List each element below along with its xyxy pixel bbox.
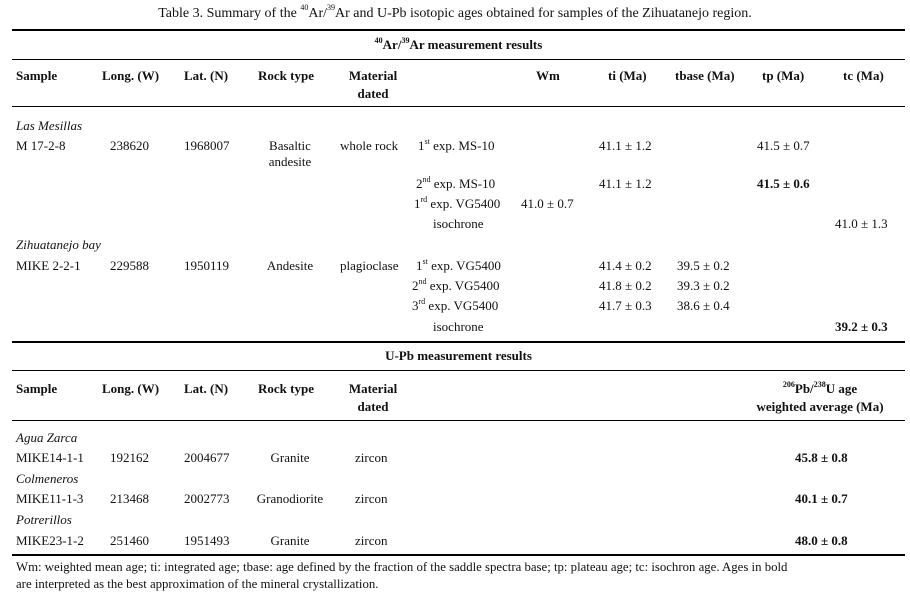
experiment-label: isochrone [433,216,484,231]
ar-header-long: Long. (W) [102,68,160,83]
ar-header-lat: Lat. (N) [184,68,229,83]
ti-value: 41.7 ± 0.3 [599,298,652,313]
wm-value: 41.0 ± 0.7 [521,196,574,211]
upb-title-rule [12,370,905,371]
upb-age-value: 48.0 ± 0.8 [795,533,848,548]
sample-id: MIKE 2-2-1 [16,258,81,273]
tp-value: 41.5 ± 0.7 [757,138,810,153]
rock-type: Andesite [266,258,314,273]
experiment-label: 2nd exp. VG5400 [412,276,500,293]
tbase-value: 39.5 ± 0.2 [677,258,730,273]
longitude: 192162 [110,450,149,465]
upb-age-value: 40.1 ± 0.7 [795,491,848,506]
upb-header-rock: Rock type [258,381,314,396]
location-label: Zihuatanejo bay [16,237,101,252]
experiment-label: 3rd exp. VG5400 [412,296,499,313]
latitude: 1951493 [184,533,230,548]
rock-type: Granodiorite [256,491,324,506]
ar-header-tp: tp (Ma) [762,68,805,83]
tbase-value: 39.3 ± 0.2 [677,278,730,293]
upb-header-long: Long. (W) [102,381,160,396]
upb-age-value: 45.8 ± 0.8 [795,450,848,465]
sample-id: M 17-2-8 [16,138,66,153]
ar-header-material: Material dated [348,68,398,101]
upb-header-lat: Lat. (N) [184,381,229,396]
location-label: Colmeneros [16,471,79,486]
experiment-label: 1st exp. MS-10 [418,136,495,153]
latitude: 2002773 [184,491,230,506]
ar-header-tbase: tbase (Ma) [675,68,735,83]
ti-value: 41.8 ± 0.2 [599,278,652,293]
ar-header-tc: tc (Ma) [843,68,884,83]
rock-type: Granite [270,533,310,548]
ar-bottom-rule [12,341,905,343]
experiment-label: 1rd exp. VG5400 [414,194,501,211]
ar-header-rule [12,106,905,107]
latitude: 2004677 [184,450,230,465]
latitude: 1968007 [184,138,230,153]
ar-header-rock: Rock type [258,68,314,83]
ar-header-sample: Sample [16,68,58,83]
material: zircon [355,491,388,506]
ar-header-ti: ti (Ma) [608,68,647,83]
ar-header-wm: Wm [536,68,560,83]
ti-value: 41.4 ± 0.2 [599,258,652,273]
ar-section-title: $^{40}$Ar/$^{39}$Ar measurement results [374,35,543,52]
longitude: 251460 [110,533,149,548]
tbase-value: 38.6 ± 0.4 [677,298,730,313]
table-caption: Table 3. Summary of the $^{40}$Ar/$^{39}$Ar and U-Pb isotopic ages obtained for samples of the Zihuatanejo region. [158,3,752,21]
experiment-label: 1st exp. VG5400 [416,256,501,273]
location-label: Agua Zarca [16,430,78,445]
upb-header-sample: Sample [16,381,58,396]
upb-header-material: Material dated [348,381,398,414]
tc-value: 41.0 ± 1.3 [835,216,888,231]
sample-id: MIKE23-1-2 [16,533,84,548]
upb-section-title: U-Pb measurement results [385,348,532,363]
latitude: 1950119 [184,258,230,273]
location-label: Potrerillos [16,512,72,527]
location-label: Las Mesillas [16,118,83,133]
material: zircon [355,533,388,548]
longitude: 229588 [110,258,149,273]
material: zircon [355,450,388,465]
material: plagioclase [340,258,399,273]
rock-type: Basaltic andesite [268,138,312,169]
tc-value: 39.2 ± 0.3 [835,319,888,334]
material: whole rock [340,138,399,153]
experiment-label: isochrone [433,319,484,334]
ti-value: 41.1 ± 1.2 [599,176,652,191]
sample-id: MIKE14-1-1 [16,450,84,465]
ar-title-rule [12,59,905,60]
sample-id: MIKE11-1-3 [16,491,84,506]
ti-value: 41.1 ± 1.2 [599,138,652,153]
longitude: 238620 [110,138,149,153]
tp-value: 41.5 ± 0.6 [757,176,810,191]
longitude: 213468 [110,491,149,506]
bottom-rule [12,554,905,556]
rock-type: Granite [270,450,310,465]
footnote-line-1: Wm: weighted mean age; ti: integrated age; tbase: age defined by the fraction of the saddle spectra base; tp: plateau age; tc: isochron age. Ages in bold [16,560,788,574]
upb-header-rule [12,420,905,421]
footnote-line-2: are interpreted as the best approximation of the mineral crystallization. [16,577,379,591]
upb-header-age: $^{206}$Pb/$^{238}$U age weighted average (Ma) [756,379,884,414]
experiment-label: 2nd exp. MS-10 [416,174,496,191]
top-rule [12,29,905,31]
